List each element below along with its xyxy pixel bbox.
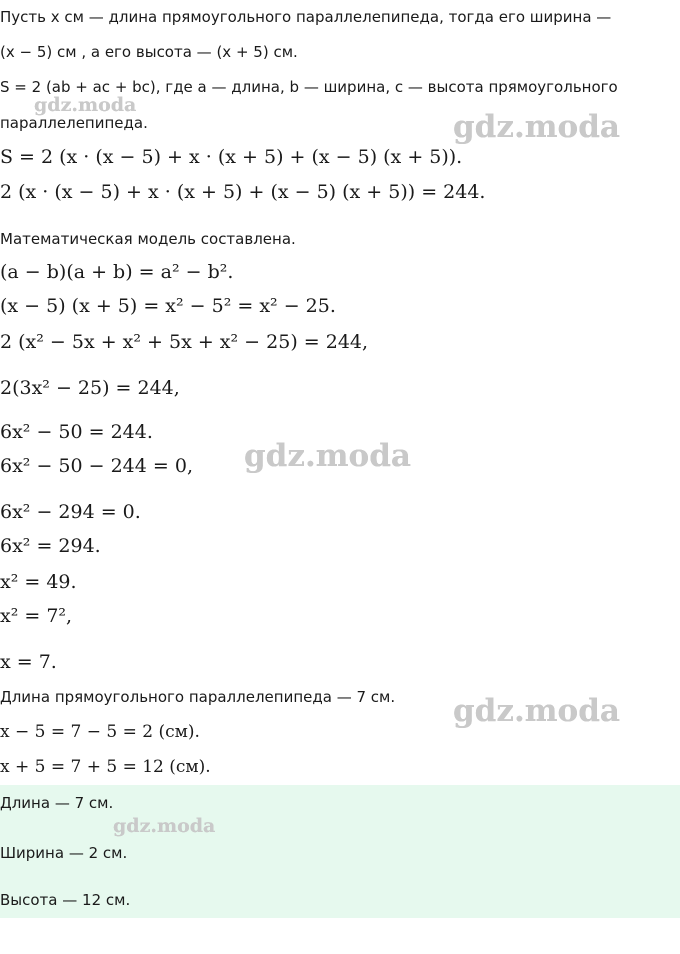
solution-line: Математическая модель составлена. bbox=[0, 230, 296, 248]
formula-line: 2 (x · (x − 5) + x · (x + 5) + (x − 5) (x + 5)) = 244. bbox=[0, 181, 486, 203]
watermark-logo: gdz.moda bbox=[244, 438, 411, 474]
answer-height: Высота — 12 см. bbox=[0, 891, 131, 909]
formula-line: 6x² − 50 = 244. bbox=[0, 421, 153, 443]
answer-width: Ширина — 2 см. bbox=[0, 844, 128, 862]
answer-box bbox=[0, 785, 680, 918]
watermark-logo: gdz.moda bbox=[453, 693, 620, 729]
solution-line: параллелепипеда. bbox=[0, 114, 148, 132]
formula-line: (a − b)(a + b) = a² − b². bbox=[0, 261, 234, 283]
formula-line: x + 5 = 7 + 5 = 12 (см). bbox=[0, 757, 211, 777]
solution-line: (x − 5) см , а его высота — (x + 5) см. bbox=[0, 43, 298, 61]
formula-line: 2(3x² − 25) = 244, bbox=[0, 377, 180, 399]
watermark-logo: gdz.moda bbox=[453, 109, 620, 145]
solution-line: Пусть x см — длина прямоугольного параллелепипеда, тогда его ширина — bbox=[0, 8, 612, 26]
solution-line: Длина прямоугольного параллелепипеда — 7 см. bbox=[0, 688, 396, 706]
formula-line: 6x² = 294. bbox=[0, 535, 101, 557]
answer-length: Длина — 7 см. bbox=[0, 794, 114, 812]
solution-line: S = 2 (ab + ac + bc), где a — длина, b — ширина, c — высота прямоугольного bbox=[0, 78, 618, 96]
formula-line: 2 (x² − 5x + x² + 5x + x² − 25) = 244, bbox=[0, 331, 369, 353]
watermark-logo: gdz.moda bbox=[113, 815, 216, 837]
watermark-logo: gdz.moda bbox=[34, 94, 137, 116]
formula-line: x = 7. bbox=[0, 651, 57, 673]
formula-line: S = 2 (x · (x − 5) + x · (x + 5) + (x − 5) (x + 5)). bbox=[0, 146, 463, 168]
formula-line: 6x² − 294 = 0. bbox=[0, 501, 141, 523]
formula-line: x² = 7², bbox=[0, 605, 73, 627]
formula-line: 6x² − 50 − 244 = 0, bbox=[0, 455, 193, 477]
formula-line: x² = 49. bbox=[0, 571, 77, 593]
formula-line: x − 5 = 7 − 5 = 2 (см). bbox=[0, 722, 200, 742]
formula-line: (x − 5) (x + 5) = x² − 5² = x² − 25. bbox=[0, 295, 336, 317]
